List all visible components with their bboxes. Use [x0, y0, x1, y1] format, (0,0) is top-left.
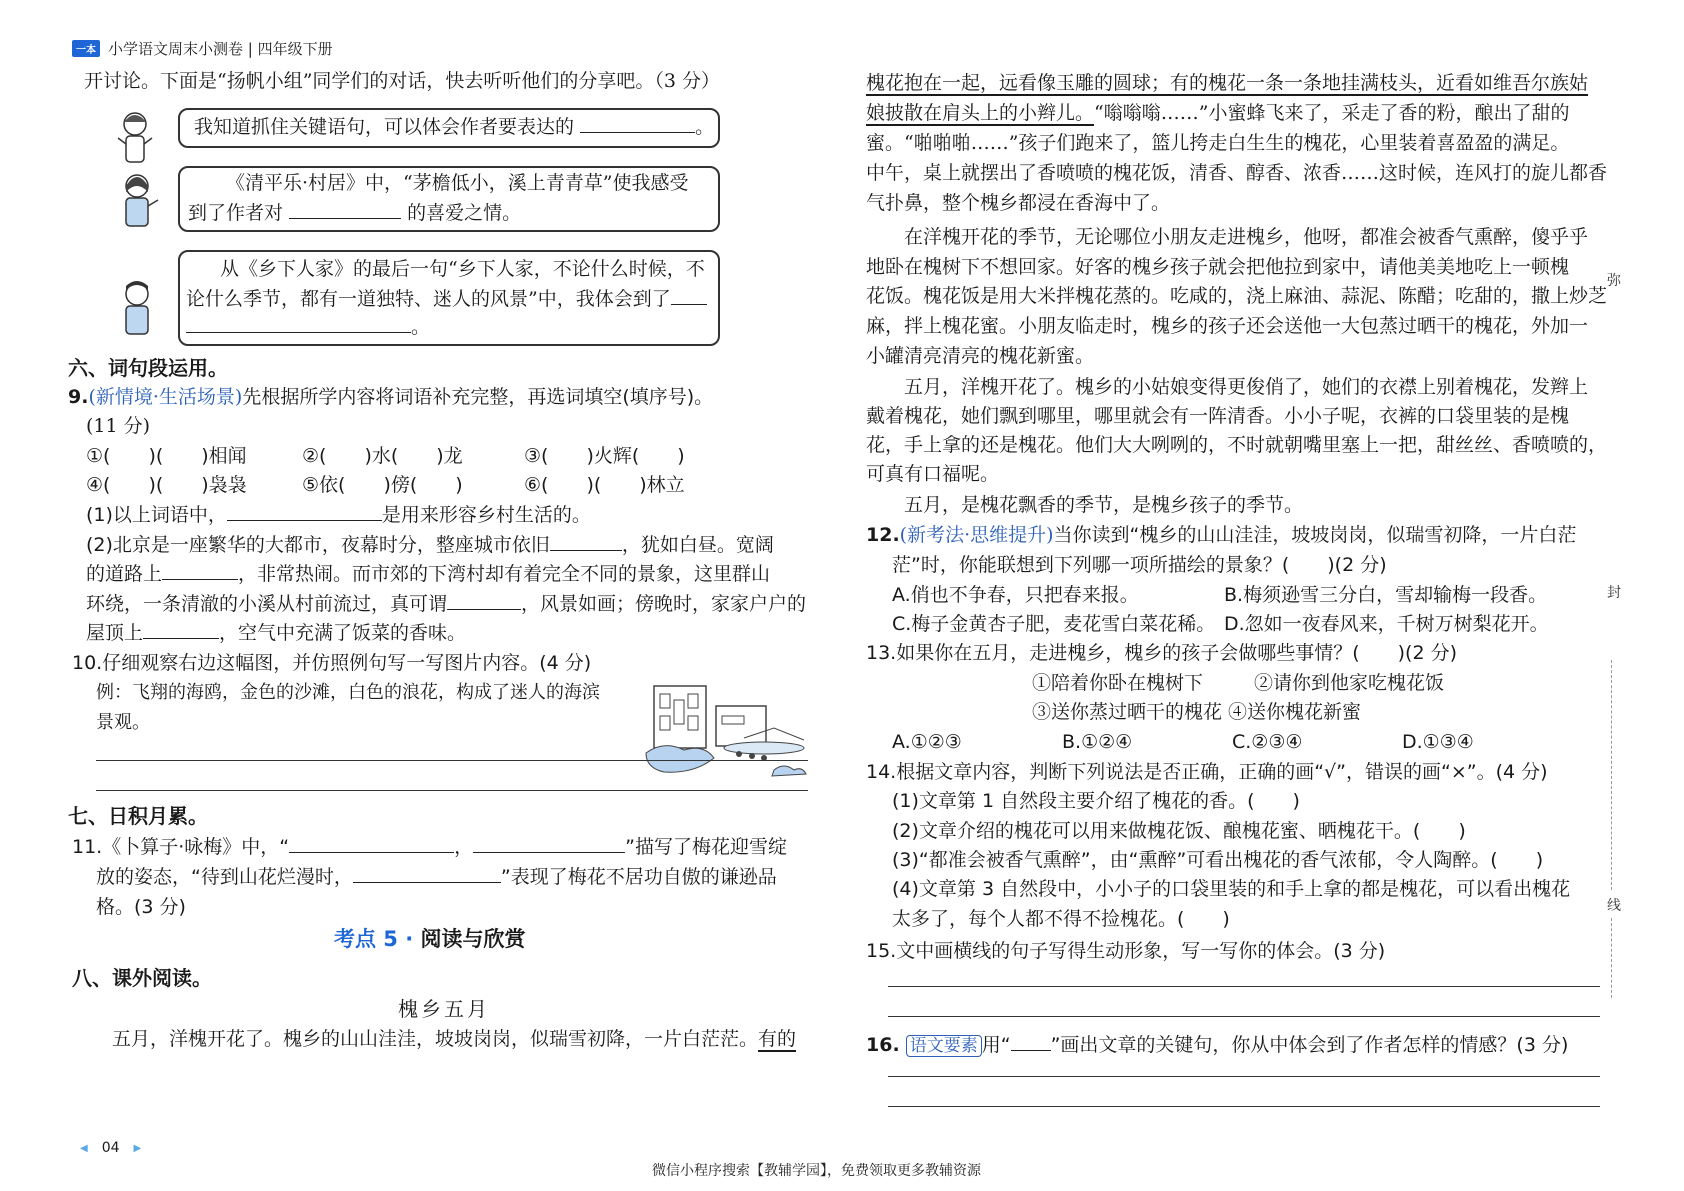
article-p3-line-4: 可真有口福呢。	[866, 463, 1000, 485]
kaodian-name: 阅读与欣赏	[420, 927, 526, 951]
q12-number: 12.	[866, 524, 900, 546]
underlined-text: 有的	[758, 1028, 797, 1050]
q12-options-row-2	[892, 609, 1549, 639]
question-14: 14.根据文章内容，判断下列说法是否正确，正确的画“√”，错误的画“×”。(4 分)	[866, 761, 1548, 783]
option-d[interactable]: D.忽如一夜春风来，千树万树梨花开。	[1224, 613, 1549, 635]
q13-item: ①陪着你卧在槐树下	[1032, 672, 1204, 694]
page-number: 04	[101, 1140, 120, 1156]
punct: 。	[695, 116, 715, 138]
q13-item: ④送你槐花新蜜	[1228, 701, 1362, 723]
seal-dashed-line	[1611, 918, 1612, 998]
section-7-title: 七、日积月累。	[68, 804, 208, 828]
question-12	[866, 520, 1576, 550]
word-item: ②( )水( )龙	[302, 445, 463, 467]
kaodian-title	[334, 924, 526, 954]
text: 环绕，一条清澈的小溪从村前流过，真可谓	[86, 593, 448, 615]
article-p4: 五月，是槐花飘香的季节，是槐乡孩子的季节。	[904, 494, 1304, 516]
bubble-3-line-1: 从《乡下人家》的最后一句“乡下人家，不论什么时候，不	[220, 258, 705, 280]
word-item: ④( )( )袅袅	[86, 474, 247, 496]
q14-item-4: (4)文章第 3 自然段中，小小子的口袋里装的和手上拿的都是槐花，可以看出槐花	[892, 878, 1571, 900]
q13-options	[892, 727, 1474, 757]
student-avatar-2	[114, 170, 160, 232]
text: (1)以上词语中，	[86, 504, 227, 526]
question-15: 15.文中画横线的句子写得生动形象，写一写你的体会。(3 分)	[866, 940, 1386, 962]
answer-blank[interactable]	[143, 618, 219, 639]
student-avatar-1	[112, 108, 158, 170]
speech-bubble-3	[178, 250, 720, 346]
text: (2)北京是一座繁华的大都市，夜幕时分，整座城市依旧	[86, 534, 550, 556]
q14-item-2: (2)文章介绍的槐花可以用来做槐花饭、酿槐花蜜、晒槐花干。( )	[892, 820, 1466, 842]
q13-items-row-2	[1032, 697, 1361, 727]
text: ，空气中充满了饭菜的香味。	[219, 622, 467, 644]
q9-word-row-1	[86, 441, 685, 471]
question-16	[866, 1030, 1568, 1061]
answer-line[interactable]	[888, 1106, 1600, 1107]
intro-line: 开讨论。下面是“扬帆小组”同学们的对话，快去听听他们的分享吧。（3 分）	[84, 70, 721, 92]
option-c[interactable]: C.梅子金黄杏子肥，麦花雪白菜花稀。	[892, 613, 1216, 635]
q9-text: 先根据所学内容将词语补充完整，再选词填空(填序号)。	[242, 386, 714, 408]
q14-item-3: (3)“都准会被香气熏醉”，由“熏醉”可看出槐花的香气浓郁，令人陶醉。( )	[892, 849, 1544, 871]
text: ，非常热闹。而市郊的下湾村却有着完全不同的景象，这里群山	[238, 563, 771, 585]
article-p1-start	[112, 1024, 796, 1054]
answer-line[interactable]	[888, 1016, 1600, 1017]
text: ，	[454, 836, 474, 858]
article-title: 槐乡五月	[398, 997, 490, 1021]
q9-sub-2-line-2	[86, 559, 770, 589]
bubble-2-line-1: 《清平乐·村居》中，“茅檐低小，溪上青青草”使我感受	[226, 172, 689, 194]
question-10: 10.仔细观察右边这幅图，并仿照例句写一写图片内容。(4 分)	[72, 652, 592, 674]
promo-footer: 微信小程序搜索【教辅学园】，免费领取更多教辅资源	[652, 1163, 981, 1179]
question-11-line-2	[96, 862, 777, 892]
q12-text: 当你读到“槐乡的山山洼洼，坡坡岗岗，似瑞雪初降，一片白茫	[1053, 524, 1577, 546]
page-header	[72, 38, 333, 59]
speech-bubble-1	[178, 108, 720, 148]
section-8-title: 八、课外阅读。	[72, 966, 212, 990]
q13-item: ②请你到他家吃槐花饭	[1254, 672, 1445, 694]
prev-page-icon[interactable]: ◀	[80, 1142, 88, 1154]
q9-sub-2-line-3	[86, 589, 806, 619]
word-item: ⑥( )( )林立	[524, 474, 685, 496]
q9-word-row-2	[86, 470, 685, 500]
text: ”表现了梅花不居功自傲的谦逊品	[500, 866, 777, 888]
q12-options-row-1	[892, 580, 1547, 610]
article-p2-line-1: 在洋槐开花的季节，无论哪位小朋友走进槐乡，他呀，都准会被香气熏醉，傻乎乎	[904, 226, 1589, 248]
q10-example-line-2: 景观。	[96, 712, 150, 733]
bubble-3-line-2: 论什么季节，都有一道独特、迷人的风景”中，我体会到了	[186, 288, 671, 310]
answer-blank[interactable]	[580, 112, 695, 133]
text: 屋顶上	[86, 622, 144, 644]
answer-blank[interactable]	[186, 312, 411, 333]
question-9	[68, 382, 713, 412]
bubble-2-line-2a: 到了作者对	[188, 202, 284, 224]
text: 用“	[981, 1034, 1011, 1056]
text: ，犹如白昼。宽阔	[621, 534, 774, 556]
speech-bubble-2	[178, 166, 720, 232]
article-p3-line-2: 戴着槐花，她们飘到哪里，哪里就会有一阵清香。小小子呢，衣裤的口袋里装的是槐	[866, 405, 1570, 427]
question-13: 13.如果你在五月，走进槐乡，槐乡的孩子会做哪些事情？( )(2 分)	[866, 642, 1457, 664]
article-p2-line-2: 地卧在槐树下不想回家。好客的槐乡孩子就会把他拉到家中，请他美美地吃上一顿槐	[866, 256, 1570, 278]
question-11-line-3: 格。(3 分)	[96, 896, 186, 918]
language-element-badge: 语文要素	[906, 1035, 982, 1057]
option-c[interactable]: C.②③④	[1232, 731, 1303, 753]
text: 11.《卜算子·咏梅》中，“	[72, 836, 290, 858]
text: ”描写了梅花迎雪绽	[625, 836, 787, 858]
article-p3-line-1: 五月，洋槐开花了。槐乡的小姑娘变得更俊俏了，她们的衣襟上别着槐花，发辫上	[904, 376, 1589, 398]
article-p2-line-3: 花饭。槐花饭是用大米拌槐花蒸的。吃咸的，浇上麻油、蒜泥、陈醋；吃甜的，撒上炒芝	[866, 285, 1608, 307]
word-item: ⑤依( )傍( )	[302, 474, 463, 496]
margin-char-feng: 封	[1607, 585, 1621, 601]
bubble-2-line-2b: 的喜爱之情。	[407, 202, 522, 224]
text: 五月，洋槐开花了。槐乡的山山洼洼，坡坡岗岗，似瑞雪初降，一片白茫茫。	[112, 1028, 759, 1050]
answer-line[interactable]	[96, 760, 808, 761]
answer-blank[interactable]	[550, 530, 622, 551]
answer-line[interactable]	[96, 790, 808, 791]
answer-blank[interactable]	[162, 559, 238, 580]
q16-number: 16.	[866, 1034, 900, 1056]
q14-item-4-cont: 太多了，每个人都不得不捡槐花。( )	[892, 908, 1230, 930]
q9-score: (11 分)	[86, 415, 151, 437]
q12-text-2: 茫”时，你能联想到下列哪一项所描绘的景象？( )(2 分)	[892, 554, 1387, 576]
bubble-1-text: 我知道抓住关键语句，可以体会作者要表达的	[194, 116, 575, 138]
text: 放的姿态，“待到山花烂漫时，	[96, 866, 353, 888]
article-p2-line-4: 麻，拌上槐花蜜。小朋友临走时，槐乡的孩子还会送他一大包蒸过晒干的槐花，外加一	[866, 315, 1589, 337]
text: ，风景如画；傍晚时，家家户户的	[521, 593, 807, 615]
article-p1-line-5: 气扑鼻，整个槐乡都浸在香海中了。	[866, 192, 1171, 214]
q9-sub-2-line-1	[86, 530, 774, 560]
q12-tag: (新考法·思维提升)	[899, 524, 1054, 546]
q9-number: 9.	[68, 386, 89, 408]
section-6-title: 六、词句段运用。	[68, 356, 228, 380]
question-11-line-1	[72, 832, 787, 862]
answer-line[interactable]	[888, 986, 1600, 987]
text: 是用来形容乡村生活的。	[381, 504, 591, 526]
q14-item-1: (1)文章第 1 自然段主要介绍了槐花的香。( )	[892, 790, 1300, 812]
option-b[interactable]: B.①②④	[1062, 731, 1133, 753]
underlined-text: 娘披散在肩头上的小辫儿。	[866, 102, 1095, 124]
answer-blank[interactable]	[473, 832, 625, 853]
article-p2-line-5: 小罐清亮清亮的槐花新蜜。	[866, 345, 1095, 367]
answer-blank[interactable]	[289, 832, 454, 853]
q10-illustration-school	[644, 678, 814, 783]
q9-sub-1	[86, 500, 591, 530]
student-avatar-3	[114, 278, 160, 340]
word-item: ①( )( )相闻	[86, 445, 247, 467]
seal-dashed-line	[1611, 660, 1612, 890]
answer-blank[interactable]	[671, 284, 707, 305]
q10-example-line-1: 例：飞翔的海鸥，金色的沙滩，白色的浪花，构成了迷人的海滨	[96, 682, 600, 703]
article-p1-line-4: 中午，桌上就摆出了香喷喷的槐花饭，清香、醇香、浓香……这时候，连风打的旋儿都香	[866, 162, 1608, 184]
q13-item: ③送你蒸过晒干的槐花	[1032, 701, 1223, 723]
answer-blank[interactable]	[1011, 1030, 1051, 1051]
article-p1-line-3: 蜜。“啪啪啪……”孩子们跑来了，篮儿挎走白生生的槐花，心里装着喜盈盈的满足。	[866, 132, 1570, 154]
answer-line[interactable]	[888, 1076, 1600, 1077]
option-d[interactable]: D.①③④	[1402, 731, 1474, 753]
answer-blank[interactable]	[353, 862, 501, 883]
header-title: 小学语文周末小测卷 | 四年级下册	[108, 40, 333, 58]
q9-tag: (新情境·生活场景)	[88, 386, 243, 408]
answer-blank[interactable]	[227, 500, 382, 521]
q9-sub-2-line-4	[86, 618, 466, 648]
text: ”画出文章的关键句，你从中体会到了作者怎样的情感？(3 分)	[1050, 1034, 1569, 1056]
q13-items-row-1	[1032, 668, 1444, 698]
text: 的道路上	[86, 563, 163, 585]
answer-blank[interactable]	[447, 589, 521, 610]
page-nav	[80, 1140, 141, 1156]
answer-blank[interactable]	[289, 198, 401, 219]
article-p1-line-1: 槐花抱在一起，远看像玉雕的圆球；有的槐花一条一条地挂满枝头，近看如维吾尔族姑	[866, 72, 1589, 94]
article-p1-line-2	[866, 98, 1569, 128]
margin-char-mi: 弥	[1607, 273, 1621, 289]
margin-char-xian: 线	[1607, 898, 1621, 914]
text: “嗡嗡嗡……”小蜜蜂飞来了，采走了香的粉，酿出了甜的	[1094, 102, 1570, 124]
option-a[interactable]: A.俏也不争春，只把春来报。	[892, 584, 1139, 606]
next-page-icon[interactable]: ▶	[133, 1142, 142, 1154]
punct: 。	[411, 316, 431, 338]
kaodian-number: 考点 5 ·	[334, 927, 421, 951]
option-a[interactable]: A.①②③	[892, 731, 962, 753]
brand-logo: 一本	[72, 40, 100, 57]
word-item: ③( )火辉( )	[524, 445, 685, 467]
option-b[interactable]: B.梅须逊雪三分白，雪却输梅一段香。	[1224, 584, 1548, 606]
article-p3-line-3: 花，手上拿的还是槐花。他们大大咧咧的，不时就朝嘴里塞上一把，甜丝丝、香喷喷的，	[866, 434, 1608, 456]
